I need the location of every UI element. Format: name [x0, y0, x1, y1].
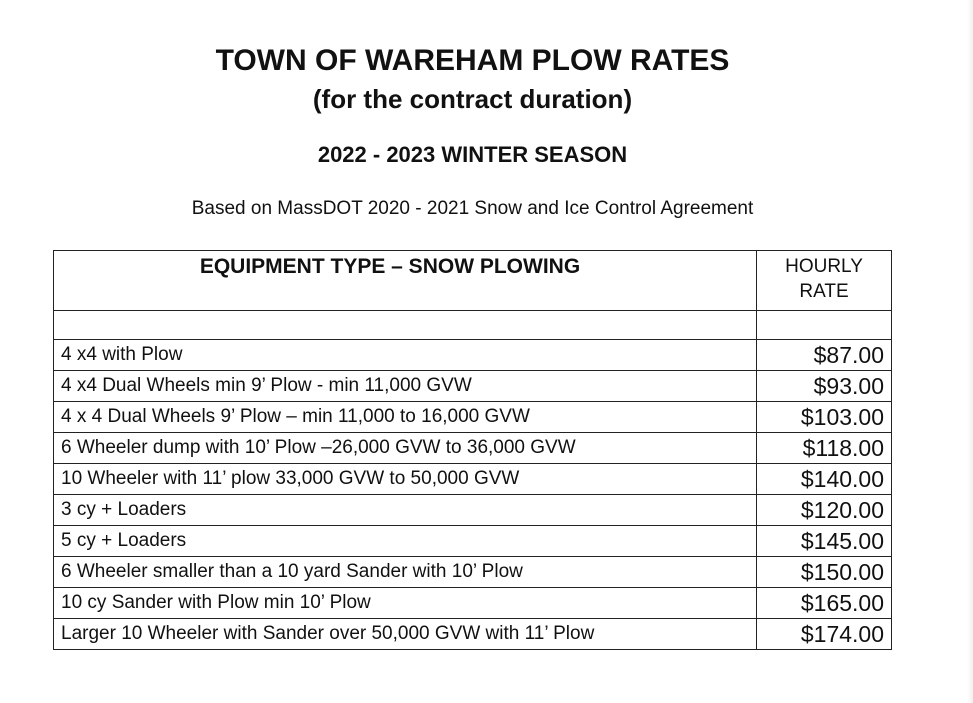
- table-row: [54, 371, 892, 402]
- table-row: [54, 495, 892, 526]
- equipment-cell: 6 Wheeler dump with 10’ Plow –26,000 GVW to 36,000 GVW: [54, 433, 757, 464]
- table-row: [54, 588, 892, 619]
- rate-cell: $165.00: [757, 588, 892, 619]
- table-row: [54, 340, 892, 371]
- table-row: [54, 433, 892, 464]
- page-title: TOWN OF WAREHAM PLOW RATES: [215, 44, 730, 77]
- rate-cell: $93.00: [757, 371, 892, 402]
- season-heading: 2022 - 2023 WINTER SEASON: [317, 142, 628, 167]
- equipment-type-header: EQUIPMENT TYPE – SNOW PLOWING: [54, 251, 757, 311]
- rate-cell: $103.00: [757, 402, 892, 433]
- plow-rates-table: [53, 250, 892, 650]
- equipment-cell: 4 x 4 Dual Wheels 9’ Plow – min 11,000 to 16,000 GVW: [54, 402, 757, 433]
- rate-cell: $87.00: [757, 340, 892, 371]
- rate-cell: $140.00: [757, 464, 892, 495]
- blank-cell: [757, 311, 892, 340]
- rate-cell: $118.00: [757, 433, 892, 464]
- table-row: [54, 402, 892, 433]
- rate-cell: $145.00: [757, 526, 892, 557]
- equipment-cell: 4 x4 with Plow: [54, 340, 757, 371]
- hourly-rate-header-line1: HOURLY: [785, 256, 863, 277]
- equipment-cell: 6 Wheeler smaller than a 10 yard Sander with 10’ Plow: [54, 557, 757, 588]
- equipment-cell: Larger 10 Wheeler with Sander over 50,000 GVW with 11’ Plow: [54, 619, 757, 650]
- table-row: [54, 557, 892, 588]
- rate-cell: $174.00: [757, 619, 892, 650]
- rate-cell: $120.00: [757, 495, 892, 526]
- table-header-row: [54, 251, 892, 311]
- hourly-rate-header-line2: RATE: [799, 281, 849, 302]
- equipment-cell: 5 cy + Loaders: [54, 526, 757, 557]
- page-subtitle: (for the contract duration): [312, 84, 633, 114]
- equipment-cell: 4 x4 Dual Wheels min 9’ Plow - min 11,000 GVW: [54, 371, 757, 402]
- equipment-cell: 10 cy Sander with Plow min 10’ Plow: [54, 588, 757, 619]
- page-edge-shadow: [967, 0, 973, 703]
- equipment-cell: 3 cy + Loaders: [54, 495, 757, 526]
- table-row: [54, 526, 892, 557]
- blank-row: [54, 311, 892, 340]
- rate-cell: $150.00: [757, 557, 892, 588]
- equipment-cell: 10 Wheeler with 11’ plow 33,000 GVW to 50,000 GVW: [54, 464, 757, 495]
- table-row: [54, 619, 892, 650]
- blank-cell: [54, 311, 757, 340]
- table-row: [54, 464, 892, 495]
- basis-note: Based on MassDOT 2020 - 2021 Snow and Ice Control Agreement: [191, 198, 754, 219]
- hourly-rate-header: [757, 251, 892, 311]
